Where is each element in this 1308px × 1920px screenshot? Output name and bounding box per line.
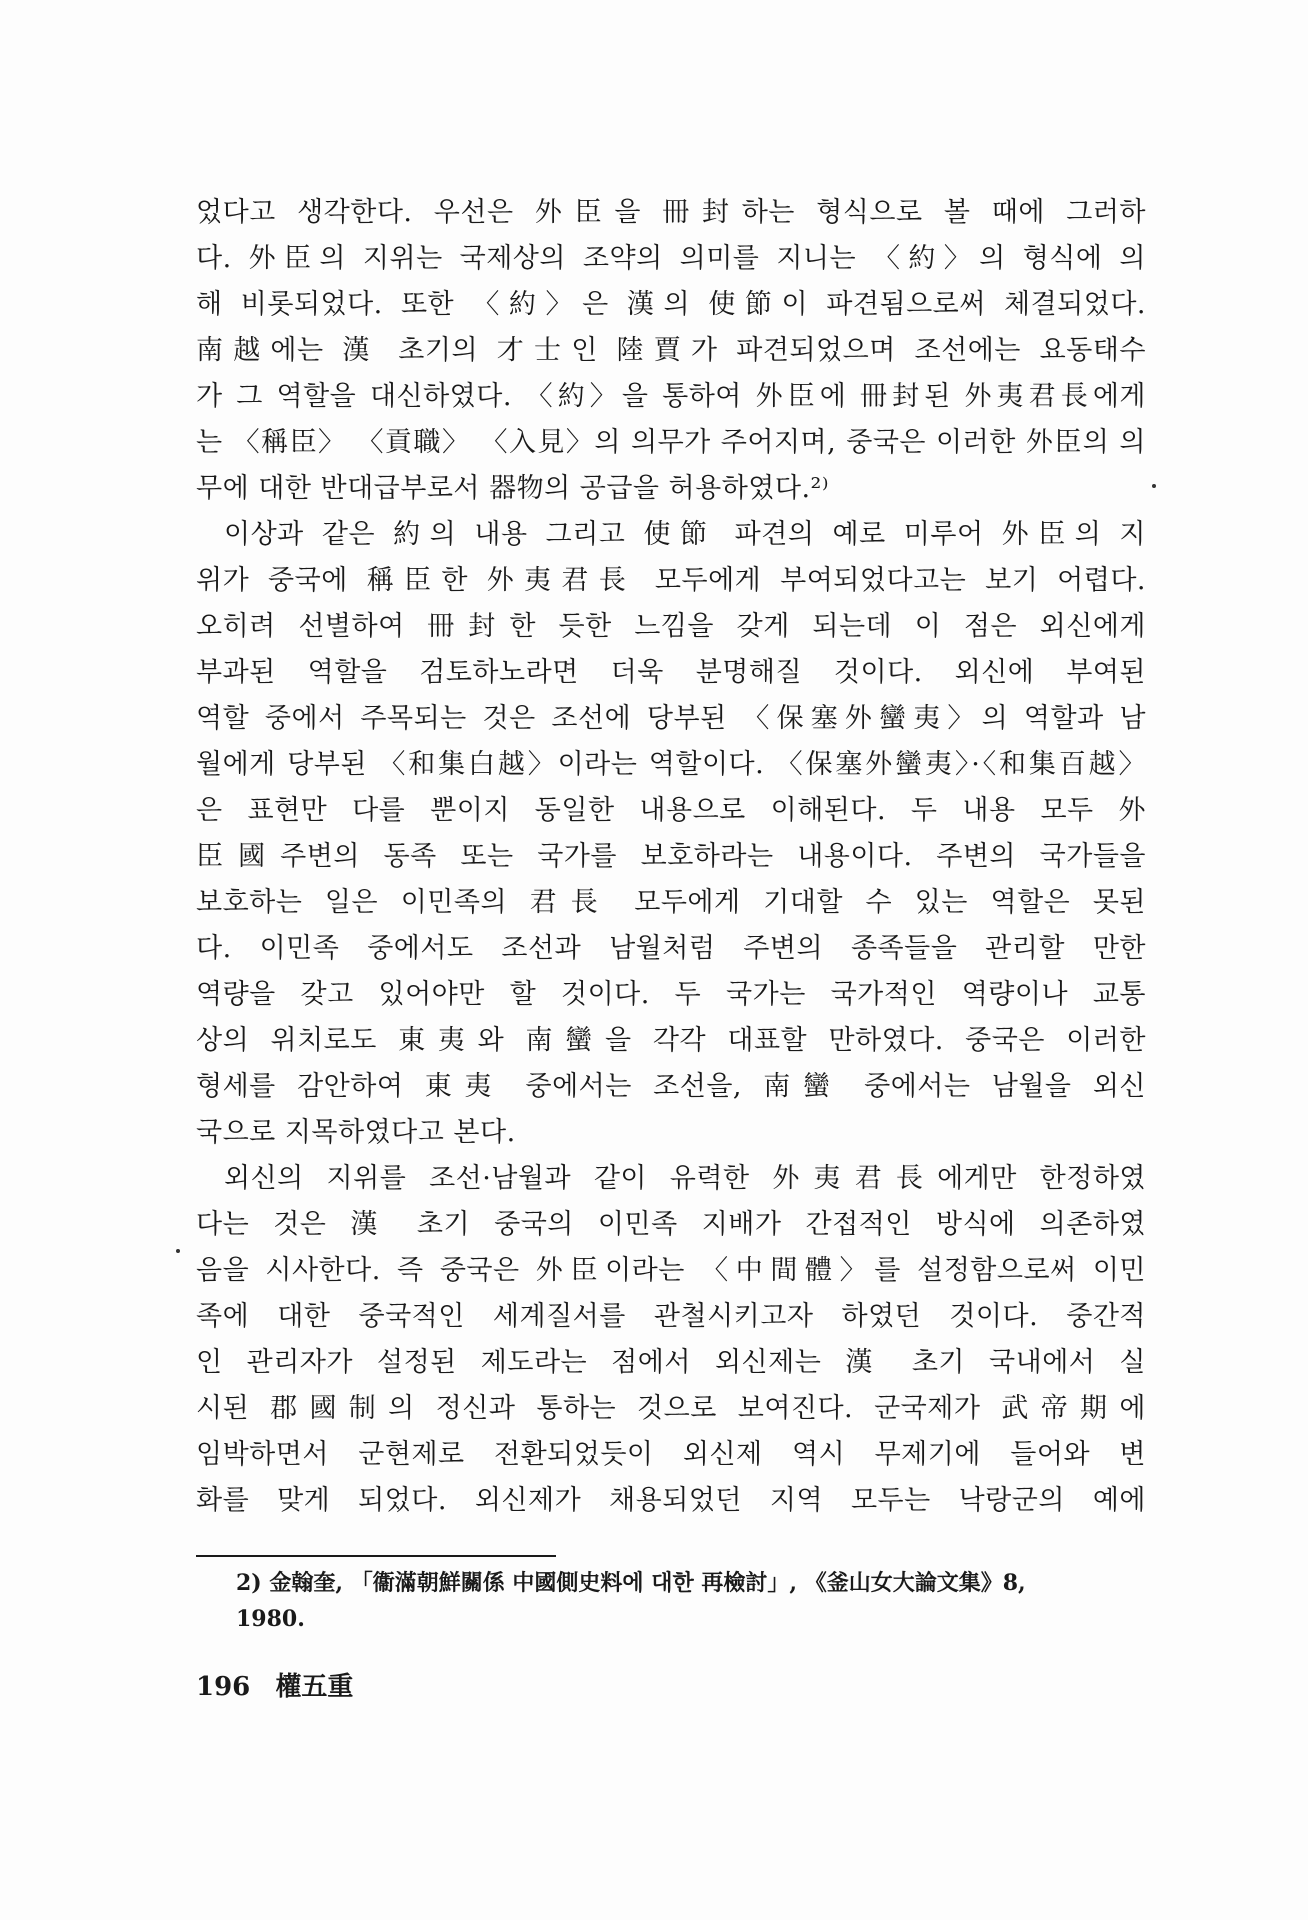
body-line: 臣國주변의 동족 또는 국가를 보호하라는 내용이다. 주변의 국가들을 [196, 841, 1146, 872]
body-line: 인 관리자가 설정된 제도라는 점에서 외신제는 漢 초기 국내에서 실 [196, 1347, 1146, 1378]
body-line: 은 표현만 다를 뿐이지 동일한 내용으로 이해된다. 두 내용 모두 外 [196, 795, 1146, 826]
body-line: 다. 外臣의 지위는 국제상의 조약의 의미를 지니는 〈約〉의 형식에 의 [196, 243, 1146, 274]
scan-speck [1152, 484, 1156, 488]
body-text [196, 190, 1146, 1524]
body-line: 족에 대한 중국적인 세계질서를 관철시키고자 하였던 것이다. 중간적 [196, 1301, 1146, 1332]
footnote-line: 2) 金翰奎, 「衞滿朝鮮關係 中國側史料에 대한 再檢討」, 《釜山女大論文集》8, [236, 1570, 1026, 1596]
scan-speck [176, 1249, 180, 1253]
body-line: 역량을 갖고 있어야만 할 것이다. 두 국가는 국가적인 역량이나 교통 [196, 979, 1146, 1010]
body-line: 형세를 감안하여 東夷 중에서는 조선을, 南蠻 중에서는 남월을 외신 [196, 1071, 1146, 1102]
body-line: 부과된 역할을 검토하노라면 더욱 분명해질 것이다. 외신에 부여된 [196, 657, 1146, 688]
body-line: 화를 맞게 되었다. 외신제가 채용되었던 지역 모두는 낙랑군의 예에 [196, 1485, 1146, 1516]
footnote [236, 1565, 1146, 1637]
body-line: 다. 이민족 중에서도 조선과 남월처럼 주변의 종족들을 관리할 만한 [196, 933, 1146, 964]
body-line: 상의 위치로도 東夷와 南蠻을 각각 대표할 만하였다. 중국은 이러한 [196, 1025, 1146, 1056]
body-line: 시된 郡國制의 정신과 통하는 것으로 보여진다. 군국제가 武帝期에 [196, 1393, 1146, 1424]
body-line: 이상과 같은 約의 내용 그리고 使節 파견의 예로 미루어 外臣의 지 [224, 519, 1146, 550]
body-line: 역할 중에서 주목되는 것은 조선에 당부된 〈保塞外蠻夷〉의 역할과 남 [196, 703, 1146, 734]
body-line: 위가 중국에 稱臣한 外夷君長 모두에게 부여되었다고는 보기 어렵다. [196, 565, 1146, 596]
body-line: 임박하면서 군현제로 전환되었듯이 외신제 역시 무제기에 들어와 변 [196, 1439, 1146, 1470]
body-line: 었다고 생각한다. 우선은 外臣을 冊封하는 형식으로 볼 때에 그러하 [196, 197, 1146, 228]
page-footer [196, 1665, 369, 1709]
running-author: 權五重 [275, 1672, 354, 1702]
body-line: 다는 것은 漢 초기 중국의 이민족 지배가 간접적인 방식에 의존하였 [196, 1209, 1146, 1240]
body-line: 南越에는 漢 초기의 才士인 陸賈가 파견되었으며 조선에는 요동태수 [196, 335, 1146, 366]
body-line: 월에게 당부된 〈和集白越〉이라는 역할이다. 〈保塞外蠻夷〉·〈和集百越〉 [196, 749, 1146, 780]
body-line: 가 그 역할을 대신하였다. 〈約〉을 통하여 外臣에 冊封된 外夷君長에게 [196, 381, 1146, 412]
footnote-divider [196, 1555, 556, 1557]
body-line: 해 비롯되었다. 또한 〈約〉은 漢의 使節이 파견됨으로써 체결되었다. [196, 289, 1146, 320]
footnote-line: 1980. [236, 1606, 305, 1632]
body-line: 는 〈稱臣〉 〈貢職〉 〈入見〉의 의무가 주어지며, 중국은 이러한 外臣의 의 [196, 427, 1146, 458]
body-line: 외신의 지위를 조선·남월과 같이 유력한 外夷君長에게만 한정하였 [224, 1163, 1146, 1194]
body-line: 음을 시사한다. 즉 중국은 外臣이라는 〈中間體〉를 설정함으로써 이민 [196, 1255, 1146, 1286]
body-line: 무에 대한 반대급부로서 器物의 공급을 허용하였다.²⁾ [196, 473, 830, 504]
body-line: 오히려 선별하여 冊封한 듯한 느낌을 갖게 되는데 이 점은 외신에게 [196, 611, 1146, 642]
body-line: 보호하는 일은 이민족의 君長 모두에게 기대할 수 있는 역할은 못된 [196, 887, 1146, 918]
page-number: 196 [196, 1672, 251, 1702]
body-line: 국으로 지목하였다고 본다. [196, 1117, 516, 1148]
